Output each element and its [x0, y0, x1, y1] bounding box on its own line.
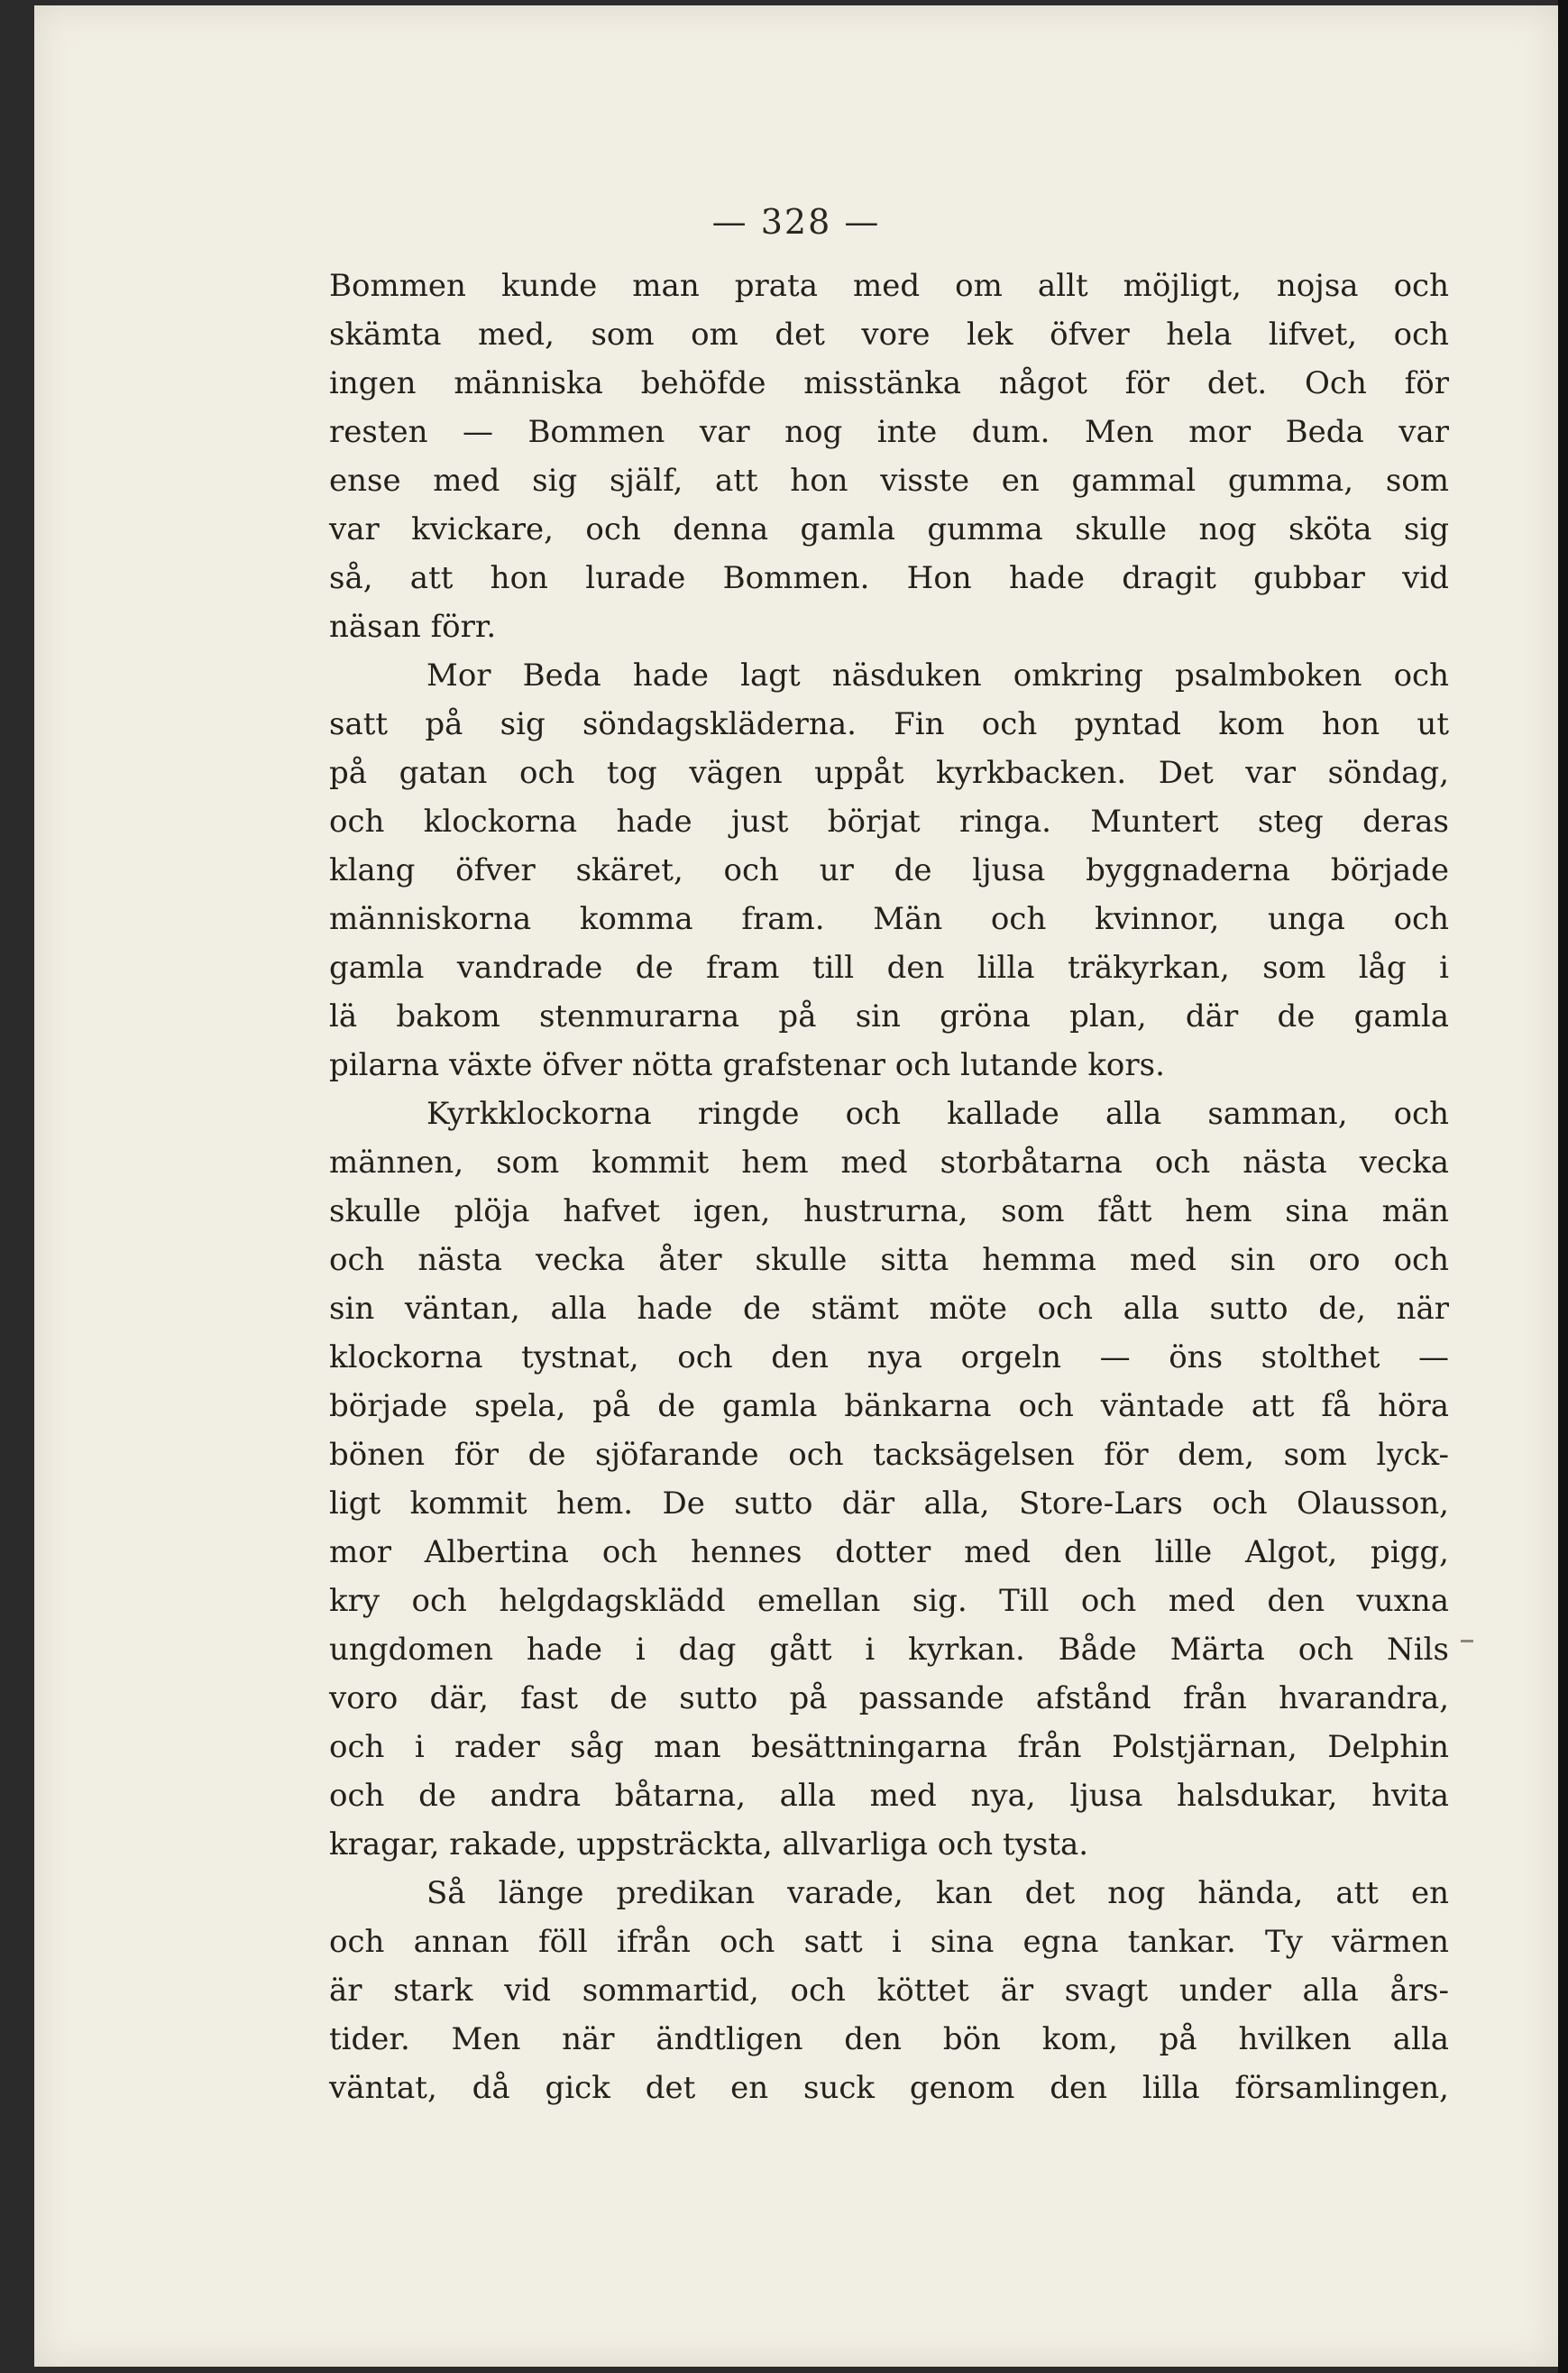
- text-line: och klockorna hade just börjat ringa. Muntert steg deras: [329, 804, 1449, 840]
- text-line: Mor Beda hade lagt näsduken omkring psalmboken och: [426, 658, 1449, 694]
- text-line: resten — Bommen var nog inte dum. Men mor Beda var: [329, 414, 1449, 450]
- text-line: kry och helgdagsklädd emellan sig. Till och med den vuxna: [329, 1583, 1449, 1619]
- text-line: så, att hon lurade Bommen. Hon hade dragit gubbar vid: [329, 560, 1449, 596]
- text-line: Kyrkklockorna ringde och kallade alla samman, och: [426, 1096, 1449, 1132]
- text-line: voro där, fast de sutto på passande afstånd från hvarandra,: [329, 1680, 1449, 1716]
- text-line: ingen människa behöfde misstänka något för det. Och för: [329, 365, 1449, 401]
- text-line: började spela, på de gamla bänkarna och väntade att få höra: [329, 1388, 1449, 1424]
- text-line: bönen för de sjöfarande och tacksägelsen för dem, som lyck-: [329, 1437, 1449, 1473]
- text-line: tider. Men när ändtligen den bön kom, på hvilken alla: [329, 2021, 1449, 2057]
- text-line: och i rader såg man besättningarna från Polstjärnan, Delphin: [329, 1729, 1449, 1765]
- text-line: människorna komma fram. Män och kvinnor, unga och: [329, 901, 1449, 937]
- page-number: — 328 —: [711, 202, 881, 242]
- text-line: klockorna tystnat, och den nya orgeln — öns stolthet —: [329, 1339, 1449, 1375]
- text-line: på gatan och tog vägen uppåt kyrkbacken. Det var söndag,: [329, 755, 1449, 791]
- body-text: [329, 262, 1449, 2112]
- book-page: [34, 5, 1558, 2367]
- text-line: var kvickare, och denna gamla gumma skulle nog sköta sig: [329, 511, 1449, 547]
- text-line: näsan förr.: [329, 609, 497, 645]
- text-line: skulle plöja hafvet igen, hustrurna, som fått hem sina män: [329, 1193, 1449, 1229]
- text-line: och nästa vecka åter skulle sitta hemma med sin oro och: [329, 1242, 1449, 1278]
- text-line: pilarna växte öfver nötta grafstenar och lutande kors.: [329, 1047, 1165, 1083]
- text-line: lä bakom stenmurarna på sin gröna plan, där de gamla: [329, 998, 1449, 1035]
- text-line: är stark vid sommartid, och köttet är svagt under alla års-: [329, 1973, 1449, 2009]
- text-line: ense med sig själf, att hon visste en gammal gumma, som: [329, 463, 1449, 499]
- margin-mark: [1461, 1640, 1473, 1642]
- text-line: männen, som kommit hem med storbåtarna och nästa vecka: [329, 1145, 1449, 1181]
- text-line: ligt kommit hem. De sutto där alla, Store-Lars och Olausson,: [329, 1485, 1449, 1522]
- text-line: satt på sig söndagskläderna. Fin och pyntad kom hon ut: [329, 706, 1449, 742]
- text-line: Så länge predikan varade, kan det nog hända, att en: [426, 1875, 1449, 1911]
- text-line: sin väntan, alla hade de stämt möte och alla sutto de, när: [329, 1291, 1449, 1327]
- text-line: mor Albertina och hennes dotter med den lille Algot, pigg,: [329, 1534, 1449, 1570]
- text-line: Bommen kunde man prata med om allt möjligt, nojsa och: [329, 268, 1449, 304]
- text-line: skämta med, som om det vore lek öfver hela lifvet, och: [329, 317, 1449, 353]
- text-line: och de andra båtarna, alla med nya, ljusa halsdukar, hvita: [329, 1778, 1449, 1814]
- text-line: klang öfver skäret, och ur de ljusa byggnaderna började: [329, 852, 1449, 888]
- text-line: och annan föll ifrån och satt i sina egna tankar. Ty värmen: [329, 1924, 1449, 1960]
- text-line: ungdomen hade i dag gått i kyrkan. Både Märta och Nils: [329, 1632, 1449, 1668]
- text-line: kragar, rakade, uppsträckta, allvarliga och tysta.: [329, 1826, 1089, 1863]
- text-line: gamla vandrade de fram till den lilla träkyrkan, som låg i: [329, 950, 1449, 986]
- text-line: väntat, då gick det en suck genom den lilla församlingen,: [329, 2070, 1449, 2106]
- scan-edge: [1558, 0, 1568, 2373]
